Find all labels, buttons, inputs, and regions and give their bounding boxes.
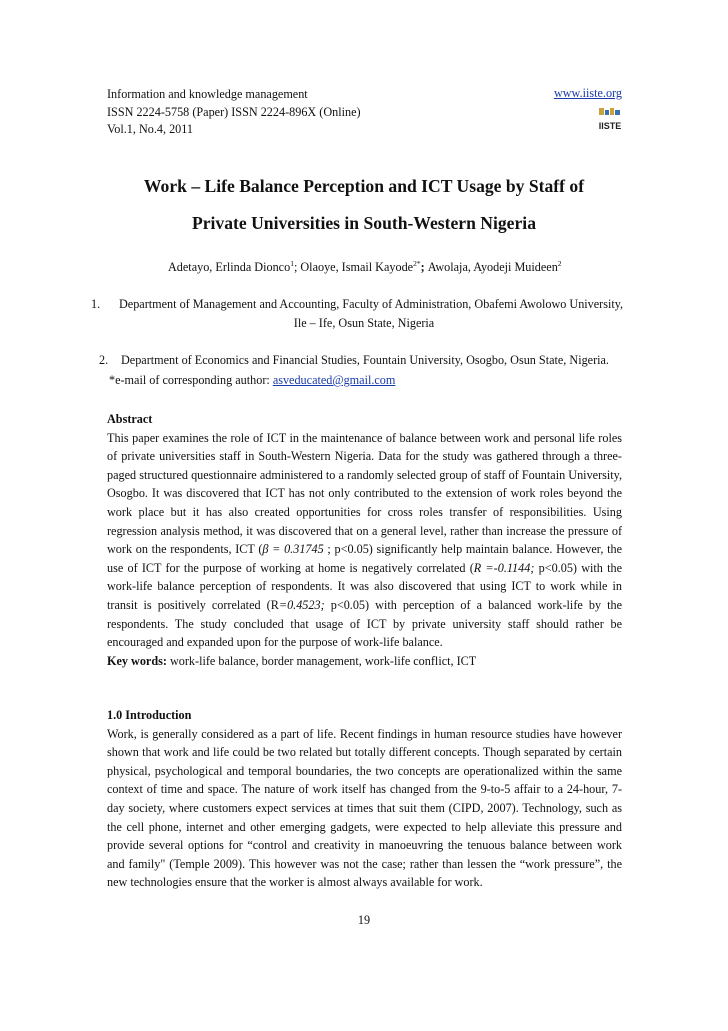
email-link[interactable]: asveducated@gmail.com (272, 373, 396, 387)
introduction-section (107, 706, 622, 892)
journal-volume: Vol.1, No.4, 2011 (107, 122, 193, 136)
r-value-transit: =0.4523; (278, 597, 325, 612)
journal-issn: ISSN 2224-5758 (Paper) ISSN 2224-896X (Online) (107, 104, 361, 119)
author-separator: ; (420, 260, 428, 275)
affiliation-1-number: 1. (91, 297, 101, 311)
keywords-label: Key words: (107, 653, 167, 668)
keywords: Key words: work-life balance, border management, work-life conflict, ICT (107, 653, 477, 668)
iiste-logo (598, 107, 622, 135)
affiliation-2-number: 2. (99, 353, 109, 367)
author-3-affiliation: 2 (557, 259, 562, 268)
abstract-text: This paper examines the role of ICT in the maintenance of balance between work and personal life roles of private universities staff in South-Western Nigeria. Data for the study was gathered through a three-paged structured questionnaire administered to a randomly selected group of staff of Fountain University, Osogbo. It was discovered that ICT has not only contributed to the extension of work roles beyond the work place but it has also created opportunities for cross roles transfer of responsibilities. Using regression analysis method, it was discovered that on a general level, rather than increase the pressure of work on the respondents, ICT (β = 0.31745 ; p<0.05) significantly help maintain balance. However, the use of ICT for the purpose of working at home is negatively correlated (R =-0.1144; p<0.05) with the work-life balance perception of respondents. It was also discovered that using ICT to work while in transit is positively correlated (R=0.4523; p<0.05) with perception of a balanced work-life by the respondents. The study concluded that usage of ICT by private university staff should rather be encouraged and expanded upon for the purpose of work-life balance. (107, 430, 623, 650)
author-1: Adetayo, Erlinda Dionco (168, 260, 291, 275)
corresponding-email (109, 373, 395, 388)
beta-value: β = 0.31745 (262, 542, 324, 557)
page-number: 19 (357, 913, 371, 927)
r-value-home: R =-0.1144; (473, 560, 535, 575)
email-label: *e-mail of corresponding author: (109, 373, 273, 387)
author-2: Olaoye, Ismail Kayode (300, 260, 414, 275)
affiliation-1-line-1: Department of Management and Accounting, Faculty of Administration, Obafemi Awolowo University, (119, 297, 624, 311)
svg-text:IISTE: IISTE (598, 121, 622, 131)
journal-name: Information and knowledge management (107, 87, 308, 101)
author-1-affiliation: 1 (290, 259, 294, 268)
author-3: Awolaja, Ayodeji Muideen (427, 260, 558, 275)
author-separator: ; (293, 260, 301, 275)
journal-url-link[interactable]: www.iiste.org (553, 86, 622, 100)
affiliation-2-line-1: Department of Economics and Financial Studies, Fountain University, Osogbo, Osun State, Nigeria. (121, 353, 609, 367)
introduction-text: Work, is generally considered as a part of life. Recent findings in human resource studies have however shown that work and life could be two related but totally different concepts. Though separated by certain physical, psychological and temporal boundaries, the two concepts are operationalized within the same context of time and space. The nature of work itself has changed from the 9-to-5 affair to a 24-hour, 7-day society, where customers expect services at times that suit them (CIPD, 2007). Technology, such as the cell phone, internet and other emerging gadgets, were expected to help alleviate this pressure and provide several options for “control and creativity in manoeuvring the tenuous balance between work and family" (Temple 2009). This however was not the case; rather than lessen the “work pressure”, the new technologies ensure that the worker is almost always available for work. (107, 726, 622, 890)
paper-title-line-1: Work – Life Balance Perception and ICT Usage by Staff of (143, 176, 585, 196)
author-list (168, 259, 562, 275)
introduction-heading: 1.0 Introduction (107, 708, 192, 722)
abstract-section (107, 410, 622, 670)
affiliation-1-line-2: Ile – Ife, Osun State, Nigeria (293, 316, 435, 330)
abstract-heading: Abstract (107, 412, 153, 426)
journal-header (107, 86, 361, 139)
author-2-affiliation: 2* (413, 259, 421, 268)
paper-title-line-2: Private Universities in South-Western Nigeria (191, 213, 536, 233)
